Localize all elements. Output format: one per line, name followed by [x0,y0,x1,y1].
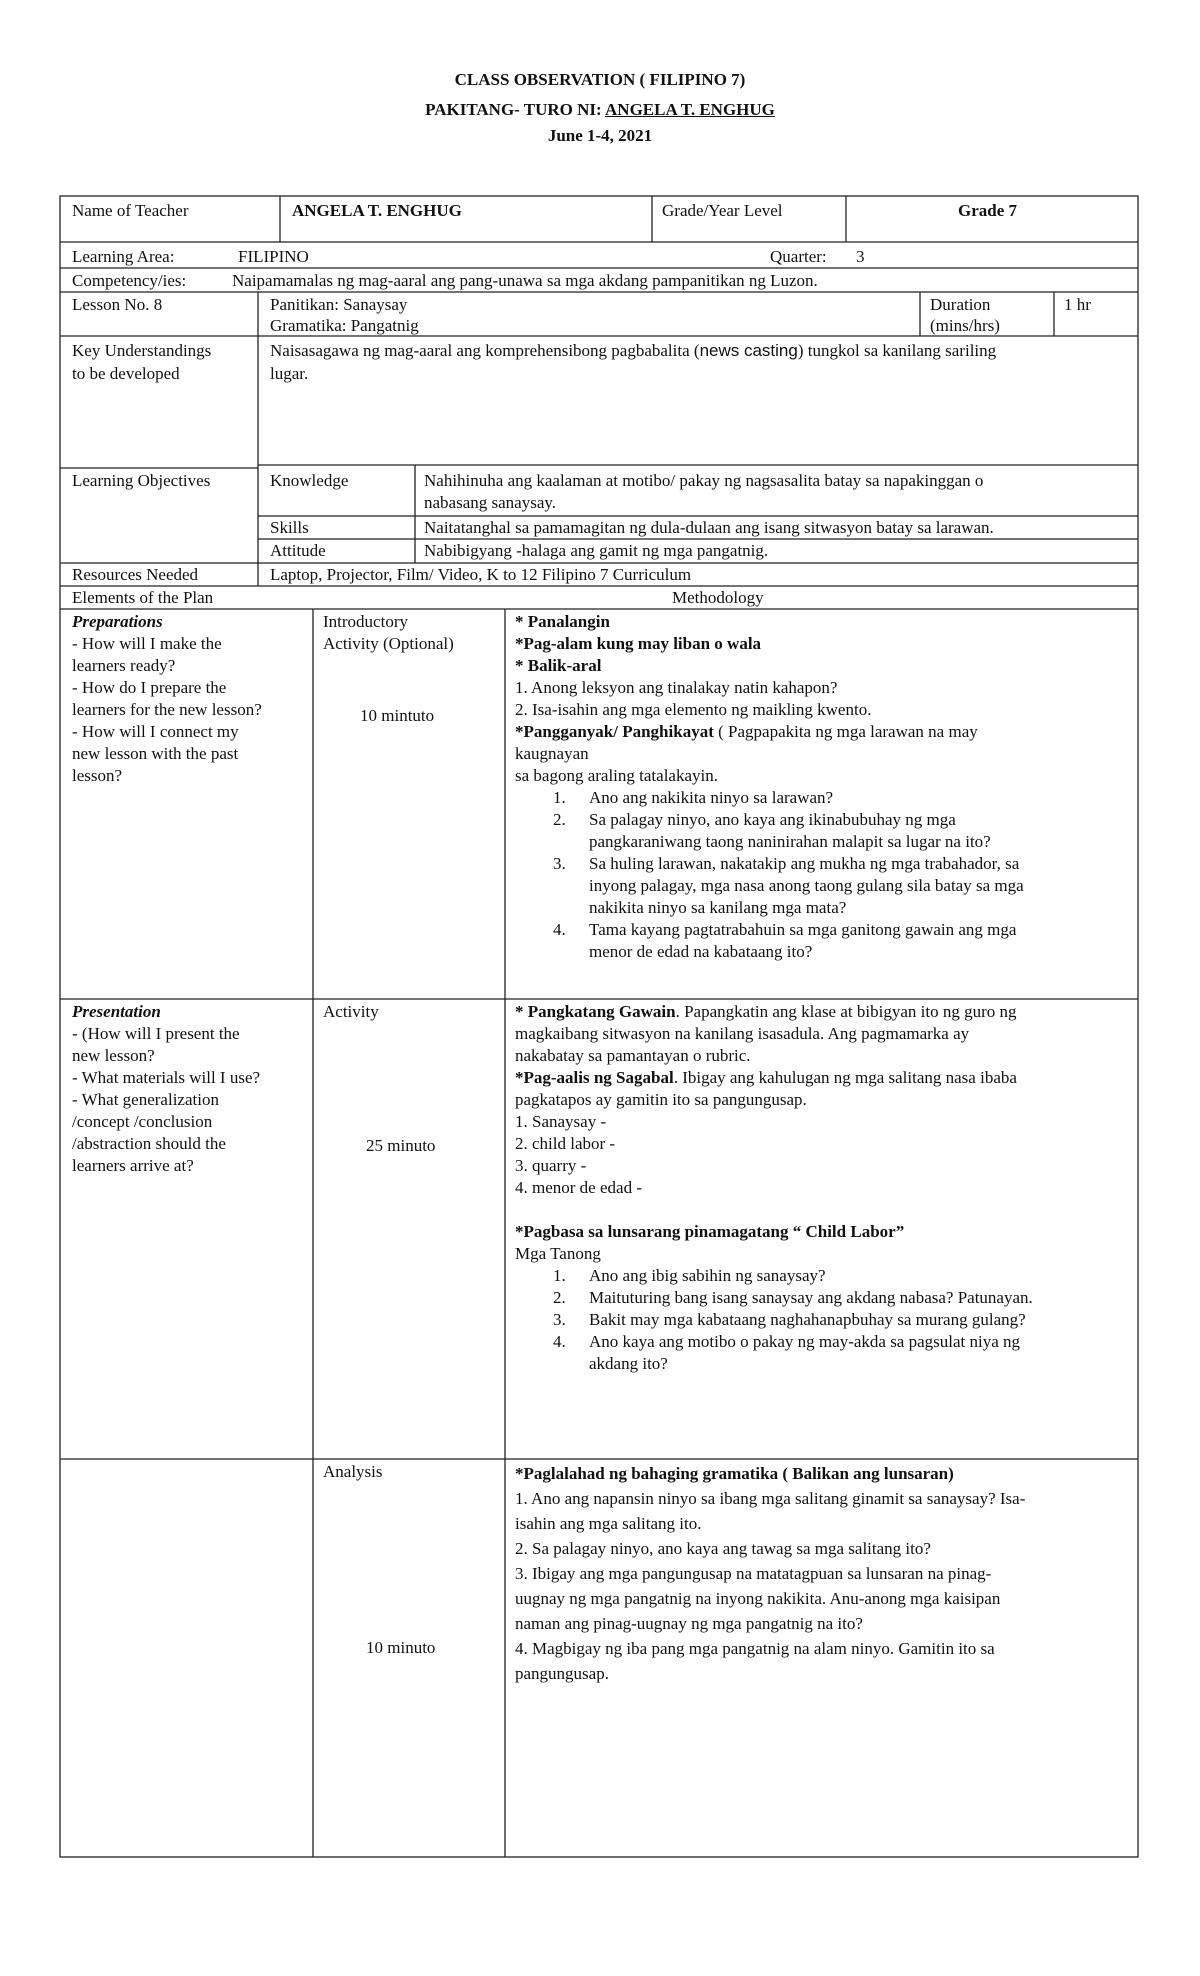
knowledge-label: Knowledge [270,471,349,490]
list-item-line: Ano ang nakikita ninyo sa larawan? [589,788,834,807]
pres-w1: 1. Sanaysay - [515,1112,607,1131]
list-item [515,787,1130,809]
analysis-a0: *Paglalahad ng bahaging gramatika ( Balikan ang lunsaran) [515,1464,954,1483]
pres-p1-bold: * Pangkatang Gawain [515,1002,676,1021]
prep-q2b: learners for the new lesson? [72,700,262,719]
analysis-a5: uugnay ng mga pangatnig na inyong nakikita. Anu-anong mga kaisipan [515,1589,1001,1608]
preparations-questions [72,611,308,787]
prep-q3b: new lesson with the past [72,744,239,763]
prep-m3: * Balik-aral [515,656,602,675]
grade-label: Grade/Year Level [662,201,783,220]
knowledge-value-2: nabasang sanaysay. [424,493,557,512]
prep-stage [323,611,454,655]
list-item-line: menor de edad na kabataang ito? [589,942,813,961]
list-item [515,1331,1130,1375]
competency-value: Naipamamalas ng mag-aaral ang pang-unawa sa mga akdang pampanitikan ng Luzon. [232,271,818,290]
list-item-line: inyong palagay, mga nasa anong taong gulang sila batay sa mga [589,876,1024,895]
pres-q3d: learners arrive at? [72,1156,194,1175]
key-value-line-2: lugar. [270,364,309,383]
teacher-value: ANGELA T. ENGHUG [292,201,462,220]
objectives-label: Learning Objectives [72,471,211,490]
pres-p4-rest: . Ibigay ang kahulugan ng mga salitang nasa ibaba [673,1068,1017,1087]
resources-label: Resources Needed [72,565,199,584]
pres-p4-bold: *Pag-aalis ng Sagabal [515,1068,674,1087]
prep-q1a: - How will I make the [72,634,222,653]
quarter-value: 3 [856,247,865,266]
list-item-number: 2. [553,1288,566,1307]
teacher-name-underlined: ANGELA T. ENGHUG [605,100,775,119]
title-date: June 1-4, 2021 [547,126,653,145]
list-item [515,919,1130,963]
list-item-number: 1. [553,1266,566,1285]
key-value-c: ) tungkol sa kanilang sariling [797,341,997,360]
analysis-a6: naman ang pinag-uugnay ng mga pangatnig na ito? [515,1614,863,1633]
prep-q3a: - How will I connect my [72,722,239,741]
analysis-a1: 1. Ano ang napansin ninyo sa ibang mga salitang ginamit sa sanaysay? Isa- [515,1489,1026,1508]
learning-area-label: Learning Area: [72,247,175,266]
pres-p3: nakabatay sa pamantayan o rubric. [515,1046,751,1065]
pres-p5: pagkatapos ay gamitin ito sa pangungusap. [515,1090,807,1109]
analysis-a7: 4. Magbigay ng iba pang mga pangatnig na alam ninyo. Gamitin ito sa [515,1639,995,1658]
pres-w4: 4. menor de edad - [515,1178,642,1197]
pres-p1-rest: . Papangkatin ang klase at bibigyan ito ng guro ng [675,1002,1017,1021]
pres-stage: Activity [323,1002,379,1021]
analysis-a4: 3. Ibigay ang mga pangungusap na matatagpuan sa lunsaran na pinag- [515,1564,992,1583]
pres-q3a: - What generalization [72,1090,219,1109]
prep-q2a: - How do I prepare the [72,678,227,697]
list-item-number: 4. [553,1332,566,1351]
methodology-header: Methodology [672,588,764,607]
key-label-2: to be developed [72,364,180,383]
prep-m6-bold: *Pangganyak/ Panghikayat [515,722,714,741]
list-item-line: Sa palagay ninyo, ano kaya ang ikinabubuhay ng mga [589,810,956,829]
skills-label: Skills [270,518,309,537]
pres-p6: *Pagbasa sa lunsarang pinamagatang “ Child Labor” [515,1222,905,1241]
key-label: Key Understandings [72,341,212,360]
prep-q1b: learners ready? [72,656,176,675]
key-value-a: Naisasagawa ng mag-aaral ang komprehensibong pagbabalita ( [270,341,700,360]
learning-area-value: FILIPINO [238,247,309,266]
pres-time: 25 minuto [366,1136,436,1155]
presentation-title: Presentation [72,1002,161,1021]
teacher-label: Name of Teacher [72,201,189,220]
prep-q3c: lesson? [72,766,123,785]
list-item [515,809,1130,853]
list-item-line: Sa huling larawan, nakatakip ang mukha ng mga trabahador, sa [589,854,1020,873]
panitikan: Panitikan: Sanaysay [270,295,408,314]
grade-value: Grade 7 [958,201,1018,220]
pres-p4 [515,1067,1130,1089]
pres-p2: magkaibang sitwasyon na kanilang isasadula. Ang pagmamarka ay [515,1024,970,1043]
prep-m7: kaugnayan [515,744,589,763]
list-item [515,1309,1130,1331]
analysis-a3: 2. Sa palagay ninyo, ano kaya ang tawag sa mga salitang ito? [515,1539,931,1558]
pres-methodology [515,1001,1130,1375]
prep-m4: 1. Anong leksyon ang tinalakay natin kahapon? [515,678,838,697]
list-item-line: pangkaraniwang taong naninirahan malapit sa lugar na ito? [589,832,991,851]
list-item-line: Ano ang ibig sabihin ng sanaysay? [589,1266,826,1285]
list-item [515,1287,1130,1309]
pres-p7: Mga Tanong [515,1244,601,1263]
duration-value: 1 hr [1064,295,1091,314]
list-item-line: Tama kayang pagtatrabahuin sa mga ganitong gawain ang mga [589,920,1017,939]
pres-w2: 2. child labor - [515,1134,616,1153]
pres-question-list [515,1265,1130,1375]
key-value-b: news casting [699,341,798,360]
analysis-stage: Analysis [323,1462,383,1481]
list-item [515,1265,1130,1287]
pres-q2: - What materials will I use? [72,1068,261,1087]
list-item-number: 4. [553,920,566,939]
prep-m1: * Panalangin [515,612,610,631]
list-item-line: Bakit may mga kabataang naghahanapbuhay sa murang gulang? [589,1310,1026,1329]
pres-w3: 3. quarry - [515,1156,587,1175]
knowledge-value: Nahihinuha ang kaalaman at motibo/ pakay ng nagsasalita batay sa napakinggan o [424,471,984,490]
duration-label-units: (mins/hrs) [930,316,1000,335]
prep-m6-rest: ( Pagpapakita ng mga larawan na may [713,722,978,741]
list-item-number: 3. [553,854,566,873]
analysis-a2: isahin ang mga salitang ito. [515,1514,702,1533]
duration-label: Duration [930,295,991,314]
prep-m2: *Pag-alam kung may liban o wala [515,634,762,653]
lesson-label: Lesson No. 8 [72,295,163,314]
list-item-line: Maituturing bang isang sanaysay ang akdang nabasa? Patunayan. [589,1288,1033,1307]
gramatika: Gramatika: Pangatnig [270,316,419,335]
competency-label: Competency/ies: [72,271,187,290]
prep-m8: sa bagong araling tatalakayin. [515,766,718,785]
prep-m6 [515,721,1130,743]
prep-stage-line-1: Introductory [323,612,408,631]
list-item [515,853,1130,919]
list-item-number: 1. [553,788,566,807]
list-item-number: 3. [553,1310,566,1329]
title-line-1: CLASS OBSERVATION ( FILIPINO 7) [454,70,746,89]
list-item-number: 2. [553,810,566,829]
resources-value: Laptop, Projector, Film/ Video, K to 12 Filipino 7 Curriculum [270,565,692,584]
pres-q1a: - (How will I present the [72,1024,240,1043]
analysis-methodology [515,1461,1130,1686]
attitude-value: Nabibigyang -halaga ang gamit ng mga pangatnig. [424,541,769,560]
list-item-line: akdang ito? [589,1354,668,1373]
pres-q3b: /concept /conclusion [72,1112,213,1131]
pres-q1b: new lesson? [72,1046,155,1065]
presentation-questions [72,1001,308,1177]
prep-methodology [515,611,1130,963]
attitude-label: Attitude [270,541,326,560]
elements-header: Elements of the Plan [72,588,214,607]
pres-q3c: /abstraction should the [72,1134,226,1153]
pres-p1 [515,1001,1130,1023]
list-item-line: Ano kaya ang motibo o pakay ng may-akda sa pagsulat niya ng [589,1332,1021,1351]
analysis-a8: pangungusap. [515,1664,609,1683]
prep-stage-line-2: Activity (Optional) [323,634,454,653]
skills-value: Naitatanghal sa pamamagitan ng dula-dulaan ang isang sitwasyon batay sa larawan. [424,518,994,537]
prep-m5: 2. Isa-isahin ang mga elemento ng maikling kwento. [515,700,872,719]
title-prefix: PAKITANG- TURO NI: [425,100,606,119]
prep-time: 10 mintuto [360,706,435,725]
key-value [270,340,996,362]
quarter-label: Quarter: [770,247,827,266]
analysis-time: 10 minuto [366,1638,436,1657]
preparations-title: Preparations [72,612,163,631]
list-item-line: nakikita ninyo sa kanilang mga mata? [589,898,847,917]
prep-question-list [515,787,1130,963]
